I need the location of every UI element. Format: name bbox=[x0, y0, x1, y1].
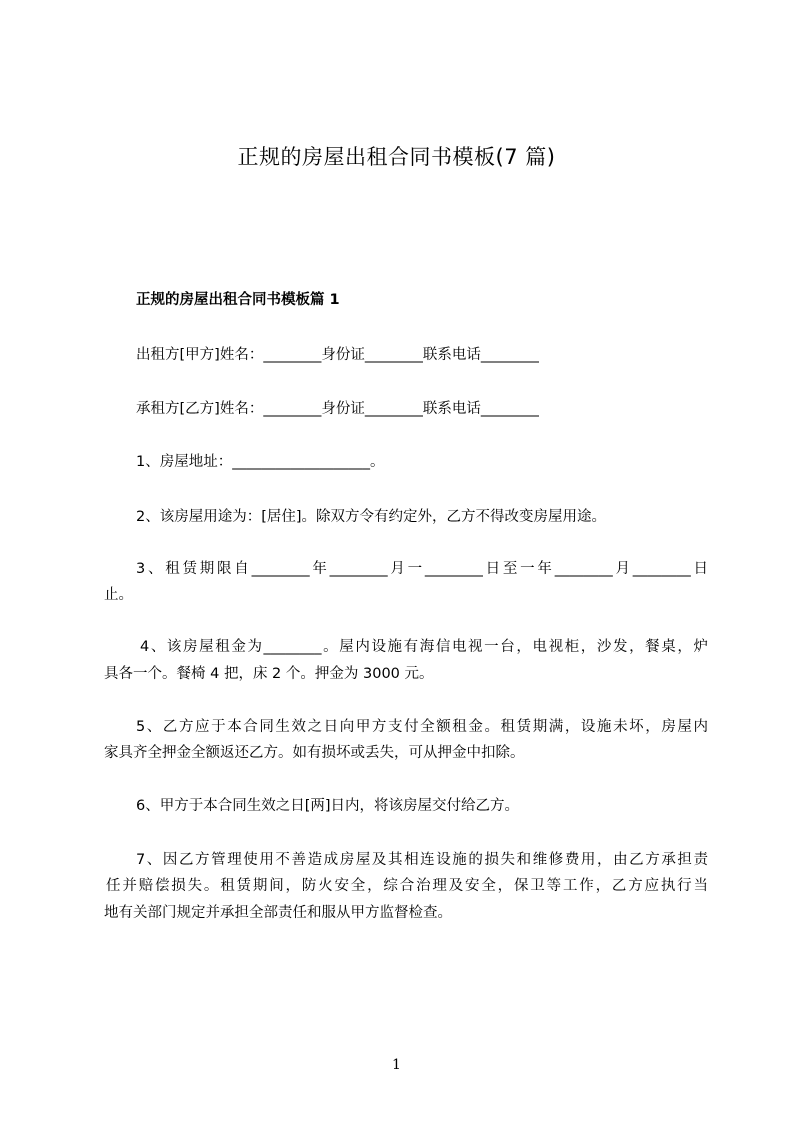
clause-4-line-2: 具各一个。餐椅 4 把，床 2 个。押金为 3000 元。 bbox=[104, 666, 434, 682]
page-number: 1 bbox=[392, 1057, 401, 1073]
clause-7-line-2: 任并赔偿损失。租赁期间，防火安全，综合治理及安全，保卫等工作，乙方应执行当 bbox=[106, 878, 708, 894]
clause-2: 2、该房屋用途为：[居住]。除双方令有约定外，乙方不得改变房屋用途。 bbox=[136, 509, 607, 525]
clause-7-line-1: 7、因乙方管理使用不善造成房屋及其相连设施的损失和维修费用，由乙方承担责 bbox=[136, 852, 708, 868]
clause-5-line-1: 5、乙方应于本合同生效之日向甲方支付全额租金。租赁期满，设施未坏，房屋内 bbox=[136, 719, 708, 735]
clause-3-line-1: 3、租赁期限自________年________月一________日至一年________月________日 bbox=[136, 561, 708, 577]
clause-3-line-2: 止。 bbox=[104, 587, 133, 603]
clause-7-line-3: 地有关部门规定并承担全部责任和服从甲方监督检查。 bbox=[104, 905, 452, 921]
lessee-info-line: 承租方[乙方]姓名：________身份证________联系电话________ bbox=[136, 401, 539, 417]
clause-4-line-1: 4、该房屋租金为________。屋内设施有海信电视一台，电视柜，沙发，餐桌，炉 bbox=[140, 639, 708, 655]
section-heading: 正规的房屋出租合同书模板篇 1 bbox=[136, 292, 340, 308]
clause-1: 1、房屋地址：___________________。 bbox=[136, 454, 385, 470]
clause-6: 6、甲方于本合同生效之日[两]日内，将该房屋交付给乙方。 bbox=[136, 798, 520, 814]
lessor-info-line: 出租方[甲方]姓名：________身份证________联系电话________ bbox=[136, 347, 539, 363]
document-title: 正规的房屋出租合同书模板(7 篇) bbox=[237, 145, 556, 169]
clause-5-line-2: 家具齐全押金全额返还乙方。如有损坏或丢失，可从押金中扣除。 bbox=[104, 745, 525, 761]
